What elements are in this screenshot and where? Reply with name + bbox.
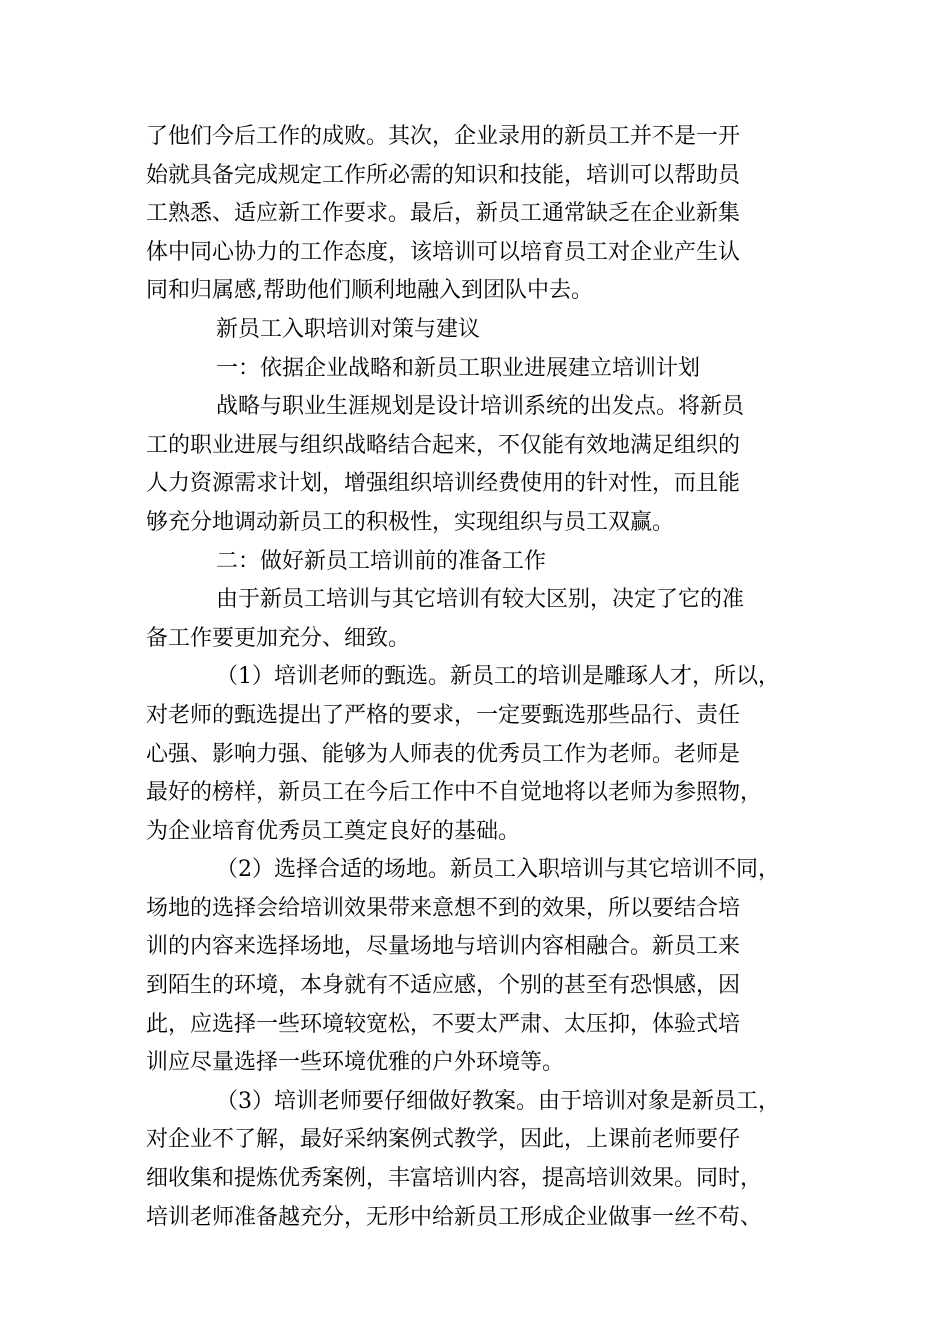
text-line: 二：做好新员工培训前的准备工作 xyxy=(216,548,547,574)
text-line: （1）培训老师的甄选。新员工的培训是雕琢人才，所以， xyxy=(216,664,780,690)
text-line: 备工作要更加充分、细致。 xyxy=(146,625,411,651)
text-line: 同和归属感,帮助他们顺利地融入到团队中去。 xyxy=(146,278,593,304)
text-line: 始就具备完成规定工作所必需的知识和技能，培训可以帮助员 xyxy=(146,162,741,188)
text-line: （3）培训老师要仔细做好教案。由于培训对象是新员工， xyxy=(216,1088,780,1114)
text-line: 新员工入职培训对策与建议 xyxy=(216,316,481,342)
text-line: 细收集和提炼优秀案例，丰富培训内容，提高培训效果。同时， xyxy=(146,1166,763,1192)
text-line: 培训老师准备越充分，无形中给新员工形成企业做事一丝不苟、 xyxy=(146,1204,763,1230)
text-line: 够充分地调动新员工的积极性，实现组织与员工双赢。 xyxy=(146,509,675,535)
text-line: 到陌生的环境，本身就有不适应感，个别的甚至有恐惧感，因 xyxy=(146,973,741,999)
text-line: 了他们今后工作的成败。其次，企业录用的新员工并不是一开 xyxy=(146,124,741,149)
text-line: 体中同心协力的工作态度，该培训可以培育员工对企业产生认 xyxy=(146,239,741,265)
text-line: （2）选择合适的场地。新员工入职培训与其它培训不同， xyxy=(216,857,780,883)
text-line: 战略与职业生涯规划是设计培训系统的出发点。将新员 xyxy=(216,394,745,420)
text-line: 训的内容来选择场地，尽量场地与培训内容相融合。新员工来 xyxy=(146,934,741,960)
text-line: 最好的榜样，新员工在今后工作中不自觉地将以老师为参照物， xyxy=(146,780,763,806)
text-line: 由于新员工培训与其它培训有较大区别，决定了它的准 xyxy=(216,587,745,613)
text-line: 场地的选择会给培训效果带来意想不到的效果，所以要结合培 xyxy=(146,895,741,921)
text-line: 工的职业进展与组织战略结合起来，不仅能有效地满足组织的 xyxy=(146,432,741,458)
text-line: 一：依据企业战略和新员工职业进展建立培训计划 xyxy=(216,355,701,381)
text-line: 人力资源需求计划，增强组织培训经费使用的针对性，而且能 xyxy=(146,471,741,497)
text-line: 为企业培育优秀员工奠定良好的基础。 xyxy=(146,818,521,844)
text-line: 训应尽量选择一些环境优雅的户外环境等。 xyxy=(146,1050,565,1076)
text-line: 此，应选择一些环境较宽松，不要太严肃、太压抑，体验式培 xyxy=(146,1011,741,1037)
text-line: 工熟悉、适应新工作要求。最后，新员工通常缺乏在企业新集 xyxy=(146,201,741,227)
text-line: 对企业不了解，最好采纳案例式教学，因此，上课前老师要仔 xyxy=(146,1127,741,1153)
text-line: 对老师的甄选提出了严格的要求，一定要甄选那些品行、责任 xyxy=(146,702,741,728)
body-text xyxy=(146,118,806,1237)
text-line: 心强、影响力强、能够为人师表的优秀员工作为老师。老师是 xyxy=(146,741,741,767)
